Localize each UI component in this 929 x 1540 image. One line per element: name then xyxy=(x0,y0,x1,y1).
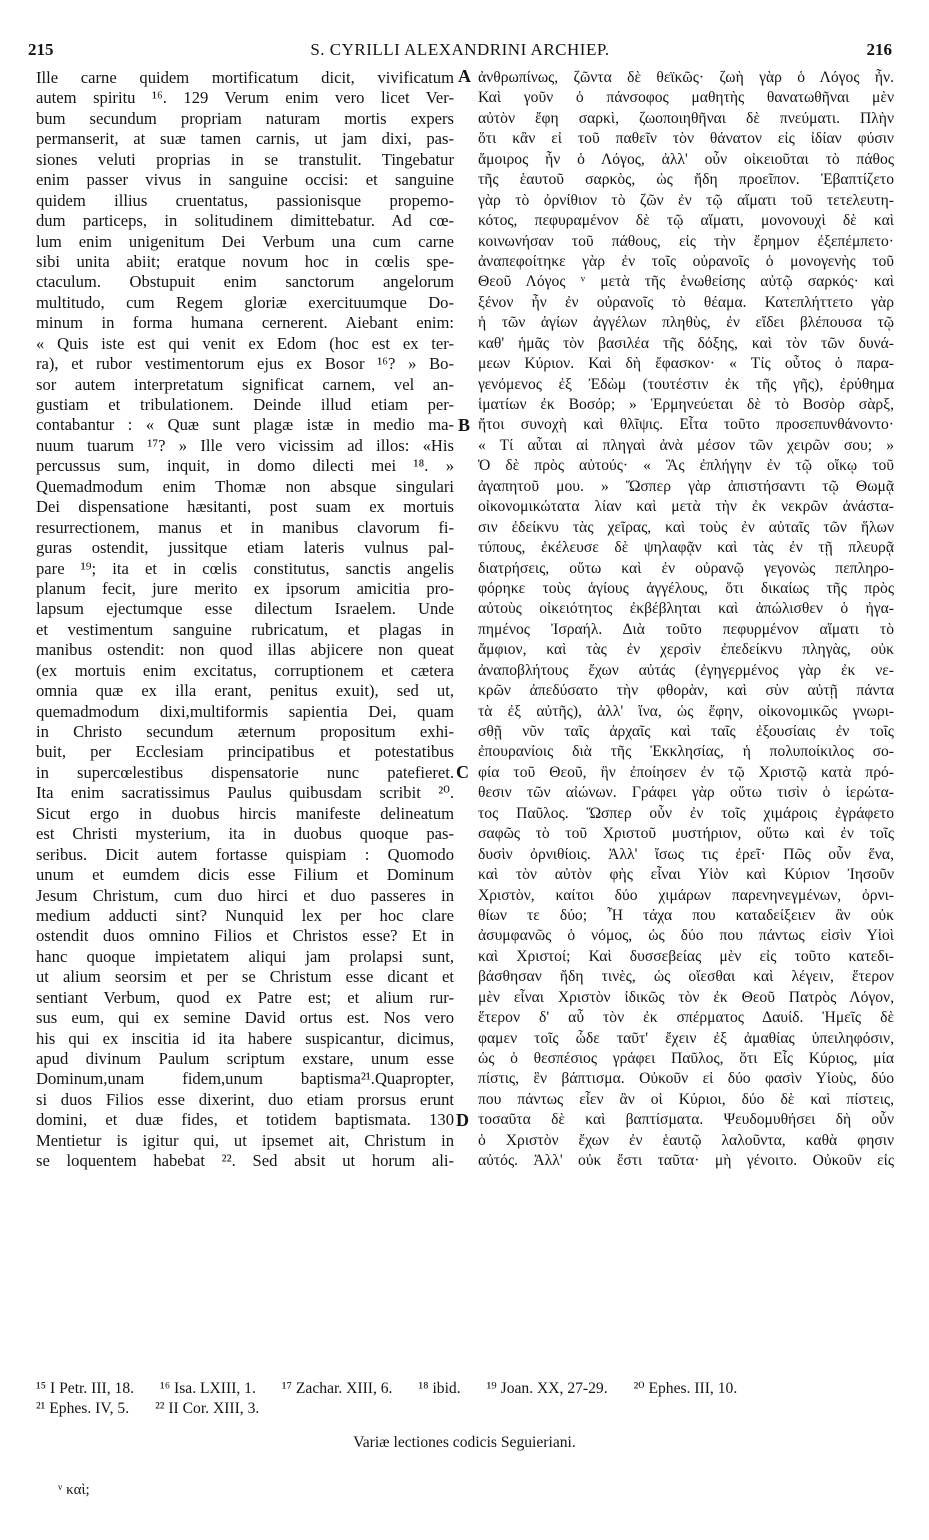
latin-text-line: percussus sum, inquit, in domo dilecti mei ¹⁸. » xyxy=(36,456,454,476)
latin-text-line: et vestimentum sanguine rubricatum, et plagas in xyxy=(36,619,454,639)
latin-text-line: Ille carne quidem mortificatum dicit, vivificatum xyxy=(36,68,454,87)
greek-text-line: ξένον ἦν ἐν οὐρανοῖς τὸ θέαμα. Κατεπλήττετο γὰρ xyxy=(478,293,894,311)
latin-text-line: contabantur : « Quæ sunt plagæ istæ in medio ma- xyxy=(36,415,454,435)
latin-text-line: dum particeps, in solitudinem dimittebatur. Ad cœ- xyxy=(36,211,454,231)
greek-text-line: ἀνθρωπίνως, ζῶντα δὲ θεϊκῶς· ζωὴ γὰρ ὁ Λόγος ἦν. xyxy=(478,69,894,86)
greek-text-line: μὲν εἶναι Χριστὸν ἰδικῶς τὸν ἐκ Θεοῦ Πατρὸς Λόγον, xyxy=(478,988,894,1006)
latin-text-line: « Quis iste est qui venit ex Edom (hoc est ex ter- xyxy=(36,333,454,353)
latin-text-line: medium adducti sint? Nunquid lex per hoc clare xyxy=(36,905,454,925)
greek-text-line: ἕτερον δ' αὖ τὸν ἐκ σπέρματος Δαυίδ. Ἡμεῖς δὲ xyxy=(478,1009,894,1027)
greek-text-line: ὁ Χριστὸν ἔχων ἐν ἑαυτῷ λαλοῦντα, καθὰ φησιν xyxy=(478,1131,894,1149)
greek-text-line: κοινωνήσαν τοῦ πάθους, εἰς τὴν ἔρημον ἐξεπέμπετο· xyxy=(478,232,894,250)
latin-column xyxy=(36,68,454,1172)
latin-text-line: bum secundum propriam naturam mortis expers xyxy=(36,108,454,128)
greek-text-line: Χριστὸν, καίτοι δύο χιμάρων παρενηνεγμένων, ὀρνι- xyxy=(478,886,894,904)
margin-letter-b: B xyxy=(458,415,471,435)
greek-text-line: ἀναπεφοίτηκε γὰρ ἐν τοῖς οὐρανοῖς ὁ μονογενὴς τοῦ xyxy=(478,252,894,270)
greek-text-line: ὅτι κἂν εἰ τοῦ παθεῖν τὸν θάνατον εἰς ἰδίαν φύσιν xyxy=(478,130,894,148)
latin-text-line: sor autem interpretatum significat carnem, vel an- xyxy=(36,374,454,394)
footnote-item: ²¹ Ephes. IV, 5. xyxy=(36,1400,130,1417)
latin-text-line: multitudo, cum Regem gloriæ exercituumque Do- xyxy=(36,292,454,312)
footnote-item: ¹⁶ Isa. LXIII, 1. xyxy=(160,1380,256,1397)
latin-text-line: autem spiritu ¹⁶. 129 Verum enim vero licet Ver- xyxy=(36,88,454,108)
latin-text-line: guras ostendit, jussitque etiam lateris vulnus pal- xyxy=(36,538,454,558)
greek-text-line: φία τοῦ Θεοῦ, ἣν ἐποίησεν ἐν τῷ Χριστῷ κατὰ πρό- xyxy=(478,763,894,781)
footnote-item: ¹⁵ I Petr. III, 18. xyxy=(36,1380,135,1397)
latin-text-line: manibus ostendit: non quod illas abjicere non queat xyxy=(36,640,454,660)
latin-text-line: pare ¹⁹; ita et in cœlis constitutus, sanctis angelis xyxy=(36,558,454,578)
greek-text-line: θίων τε δύο; Ἦ τάχα που καταδείξειεν ἂν οὐκ xyxy=(478,906,894,924)
greek-text-line: βάσθησαν ἤδη τινὲς, ὡς οἴεσθαι καὶ λέγειν, ἕτερον xyxy=(478,968,894,986)
footnote-item: ²⁰ Ephes. III, 10. xyxy=(633,1380,738,1397)
latin-text-line: in supercœlestibus dispensatorie nunc patefieret. xyxy=(36,762,454,782)
latin-text-line: nuum tuarum ¹⁷? » Ille vero vicissim ad illos: «His xyxy=(36,435,454,455)
greek-text-line: « Τί αὗται αἱ πληγαὶ ἀνὰ μέσον τῶν χειρῶν σου; » xyxy=(478,436,894,454)
greek-text-line: σθῇ νῦν ταῖς ἀρχαῖς καὶ ταῖς ἐξουσίαις ἐν τοῖς xyxy=(478,723,894,740)
footnote-item: ¹⁹ Joan. XX, 27-29. xyxy=(486,1380,608,1397)
latin-text-line: permanserit, at suæ tamen carnis, ut jam dixi, pas- xyxy=(36,129,454,149)
greek-text-line: ἀσυμφανῶς ὁ νόμος, ὡς δύο που πάντως εἰσὶν Υἱοὶ xyxy=(478,927,894,945)
greek-text-line: κότος, πεφυραμένον δὲ τῷ αἵματι, μονονουχὶ δὲ καὶ xyxy=(478,212,894,230)
greek-text-line: πίστις, ἓν βάπτισμα. Οὐκοῦν εἰ δύο φασὶν Υἱοὺς, δύο xyxy=(478,1070,894,1088)
greek-text-line: Θεοῦ Λόγος ᵛ μετὰ τῆς ἑνωθείσης αὐτῷ σαρκός· καὶ xyxy=(478,273,894,291)
greek-text-line: ἄμοιρος ἦν ὁ Λόγος, ἀλλ' οὖν οἰκειοῦται τὸ πάθος xyxy=(478,150,894,168)
latin-text-line: enim passer vivus in sanguine occisi: et sanguine xyxy=(36,170,454,190)
latin-text-line: Dominum,unam fidem,unum baptisma²¹.Quapropter, xyxy=(36,1069,454,1089)
greek-text-line: που πάντως εἶεν ἂν οἱ Κύριοι, δύο δὲ καὶ πίστεις, xyxy=(478,1090,894,1108)
latin-text-line: est Christi mysterium, ita in duobus quoque pas- xyxy=(36,824,454,844)
latin-text-line: omnia quæ ex illa erant, penitus exuit), sed ut, xyxy=(36,681,454,701)
greek-text-line: φόρηκε τοὺς ἁγίους ἀγγέλους, ὅτι δικαίως τῆς πρὸς xyxy=(478,579,894,597)
latin-text-line: lapsum ejectumque esse dilectum Israelem. Unde xyxy=(36,599,454,619)
greek-text-line: αὐτὸν ἔφη σαρκὶ, ζωοποιηθῆναι δὲ πνεύματι. Πλὴν xyxy=(478,109,894,127)
latin-text-line: ostendit duos omnino Filios et Christos esse? Et in xyxy=(36,926,454,946)
latin-text-line: si duos Filios esse dixerint, duo etiam prorsus erunt xyxy=(36,1089,454,1109)
greek-text-line: σιν ἐδείκνυ τὰς χεῖρας, καὶ τοὺς ἐν αὐταῖς τῶν ἥλων xyxy=(478,518,894,536)
variae-lectiones-title: Variæ lectiones codicis Seguieriani. xyxy=(353,1434,576,1451)
greek-text-line: αὐτοὺς οἰκειότητος ἐκβέβληται καὶ ἀπώλισθεν ὁ ἠγα- xyxy=(478,600,894,618)
latin-text-line: Sicut ergo in duobus hircis manifeste delineatum xyxy=(36,803,454,823)
latin-text-line: ctaculum. Obstupuit enim sanctorum angelorum xyxy=(36,272,454,292)
greek-text-line: τῆς ἑαυτοῦ σαρκὸς, ὡς ἤδη προεῖπον. Ἐβαπτίζετο xyxy=(478,171,894,189)
footnote-line xyxy=(36,1379,896,1399)
greek-text-line: τος Παῦλος. Ὥσπερ οὖν ἐν τοῖς χιμάροις ἐγράφετο xyxy=(478,804,894,822)
page-number-left: 215 xyxy=(28,40,54,59)
greek-text-line: γὰρ τὸ ὀρνίθιον τὸ ζῶν ἐν τῷ αἵματι τοῦ τετελευτη- xyxy=(478,191,894,209)
running-title: S. CYRILLI ALEXANDRINI ARCHIEP. xyxy=(310,40,610,59)
latin-text-line: lum enim unigenitum Dei Verbum una cum carne xyxy=(36,231,454,251)
greek-text-line: Καὶ γοῦν ὁ πάνσοφος μαθητὴς θανατωθῆναι μὲν xyxy=(478,89,894,107)
latin-text-line: sibi unita abiit; eratque novum hoc in cœlis spe- xyxy=(36,251,454,271)
margin-letter-c: C xyxy=(456,762,469,782)
greek-text-line: σαφῶς τὸ τοῦ Χριστοῦ μυστήριον, οὕτω καὶ ἐν τοῖς xyxy=(478,825,894,843)
latin-text-line: in Christo secundum æternum propositum exhi- xyxy=(36,722,454,741)
greek-text-line: ἀγαπητοῦ μου. » Ὥσπερ γὰρ ἀπιστήσαντι τῷ Θωμᾷ xyxy=(478,477,894,495)
footnote-line xyxy=(36,1399,896,1419)
latin-text-line: ra), et rubor vestimentorum ejus ex Bosor ¹⁶? » Bo- xyxy=(36,354,454,374)
footnote-item: ¹⁸ ibid. xyxy=(418,1380,461,1397)
latin-text-line: (ex mortuis enim excitatus, corruptionem et cætera xyxy=(36,660,454,680)
greek-text-line: ὡς ὁ θεσπέσιος γράφει Παῦλος, ὅτι Εἷς Κύριος, μία xyxy=(478,1050,894,1067)
greek-text-line: καθ' ἡμᾶς τὸν βασιλέα τῆς δόξης, καὶ τὸν τῶν δυνά- xyxy=(478,334,894,352)
greek-text-line: ἤτοι συνοχὴ καὶ θλῖψις. Εἶτα τοῦτο προσεπυνθάνοντο· xyxy=(478,416,894,434)
latin-text-line: se loquentem habebat ²². Sed absit ut horum ali- xyxy=(36,1151,454,1171)
greek-text-line: ἄμφιον, καὶ τὰς ἐν χερσὶν ἐπεδείκνυ πληγὰς, οὐκ xyxy=(478,641,894,659)
latin-text-line: domini, et duæ fides, et totidem baptismata. 130 xyxy=(36,1110,454,1130)
variant-reading: ᵛ καὶ; xyxy=(58,1482,90,1498)
greek-text-line: καὶ τὸν αὐτὸν φὴς εἶναι Υἱὸν καὶ Κύριον Ἰησοῦν xyxy=(478,866,894,884)
greek-text-line: διατρήσεις, οὕτω καὶ ἐν οὐρανῷ γεγονὼς πεπληρο- xyxy=(478,559,894,577)
latin-text-line: buit, per Ecclesiam principatibus et potestatibus xyxy=(36,742,454,762)
page-number-right: 216 xyxy=(866,40,892,59)
latin-text-line: Jesum Christum, cum duo hirci et duo passeres in xyxy=(36,885,454,905)
latin-text-line: gustiam et tribulationem. Deinde illud etiam per- xyxy=(36,395,454,414)
greek-text-line: φαμεν τοῖς ὧδε ταῦτ' ἔχειν ἐξ ἀμαθίας ὑπειληφόσιν, xyxy=(478,1029,894,1047)
latin-text-line: Dei dispensatione hæsitanti, post suam ex mortuis xyxy=(36,497,454,517)
latin-text-line: ut alium seorsim et per se Christum esse dicant et xyxy=(36,967,454,987)
greek-text-line: καὶ Χριστοί; Καὶ δυσσεβείας μὲν εἰς τοῦτο κατεδι- xyxy=(478,947,894,965)
greek-text-line: πημένος Ἰσραήλ. Διὰ τοῦτο πεφυρμένον αἵματι τὸ xyxy=(478,620,894,638)
latin-text-line: Quemadmodum enim Thomæ non absque singulari xyxy=(36,476,454,496)
greek-text-line: τύπους, ἐκέλευσε δὲ ψηλαφᾷν καὶ τὰς ἐν τῇ πλευρᾷ xyxy=(478,539,894,557)
footnotes xyxy=(36,1379,896,1419)
greek-text-line: οἰκονομικώτατα λίαν καὶ μετὰ τὴν ἐκ νεκρῶν ἀνάστα- xyxy=(478,498,894,516)
latin-text-line: hanc quoque impietatem aliqui jam prolapsi sunt, xyxy=(36,946,454,966)
greek-text-line: ἱματίων ἐκ Βοσόρ; » Ἑρμηνεύεται δὲ τὸ Βοσὸρ σὰρξ, xyxy=(478,396,894,413)
latin-text-line: sus eum, qui ex semine David ortus est. Nos vero xyxy=(36,1008,454,1028)
footnote-item: ¹⁷ Zachar. XIII, 6. xyxy=(281,1380,393,1397)
margin-letter-d: D xyxy=(456,1110,469,1130)
latin-text-line: resurrectionem, manus et in manibus clavorum fi- xyxy=(36,517,454,537)
latin-text-line: unum et eumdem dicis esse Filium et Dominum xyxy=(36,865,454,885)
greek-text-line: ἡ τῶν ἁγίων ἀγγέλων πληθὺς, ἐν εἴδει βλέπουσα τῷ xyxy=(478,314,894,332)
latin-text-line: his qui ex inscitia id ita habere suspicantur, dicimus, xyxy=(36,1028,454,1048)
footnote-item: ²² II Cor. XIII, 3. xyxy=(155,1400,260,1417)
greek-text-line: ἐπουρανίοις διὰ τῆς Ἐκκλησίας, ἡ πολυποίκιλος σο- xyxy=(478,743,894,761)
latin-text-line: Mentietur is igitur qui, ut ipsemet ait, Christum in xyxy=(36,1130,454,1150)
greek-text-line: τὰ ἐξ αὐτῆς), ἀλλ' ἵνα, ὡς ἔφην, οἰκονομικῶς γνωρι- xyxy=(478,702,894,720)
latin-text-line: seribus. Dicit autem fortasse quispiam : Quomodo xyxy=(36,844,454,864)
greek-text-line: θεσιν τῶν αἰώνων. Γράφει γὰρ οὕτω τισὶν ὁ ἱερώτα- xyxy=(478,784,894,802)
latin-text-line: quidem illius cruentatus, passionisque propemo- xyxy=(36,190,454,210)
latin-text-line: planum fecit, jure merito ex ipsorum amicitia pro- xyxy=(36,578,454,598)
margin-letter-a: A xyxy=(458,66,471,86)
latin-text-line: apud divinum Paulum scriptum exstare, unum esse xyxy=(36,1049,454,1068)
greek-text-line: αὐτός. Ἀλλ' οὐκ ἔστι ταῦτα· μὴ γένοιτο. Οὐκοῦν εἰς xyxy=(478,1152,894,1170)
latin-text-line: quemadmodum dixi,multiformis sapientia Dei, quam xyxy=(36,701,454,721)
latin-text-line: minum in forma humana cernerent. Aiebant enim: xyxy=(36,313,454,333)
greek-text-line: Ὁ δὲ πρὸς αὐτούς· « Ἃς ἐπλήγην ἐν τῷ οἴκῳ τοῦ xyxy=(478,457,894,475)
latin-text-line: Ita enim sacratissimus Paulus quibusdam scribit ²⁰. xyxy=(36,783,454,803)
greek-column xyxy=(478,68,894,1172)
greek-text-line: τοσαῦτα δὲ καὶ βαπτίσματα. Ψευδομυθήσει δὴ οὖν xyxy=(478,1111,894,1129)
greek-text-line: κρῶν ἀπεδύσατο τὴν φθορὰν, καὶ σὺν αὐτῇ πάντα xyxy=(478,682,894,700)
greek-text-line: δυσὶν ὀρνιθίοις. Ἀλλ' ἴσως τις ἐρεῖ· Πῶς οὖν ἕνα, xyxy=(478,845,894,863)
latin-text-line: siones veluti proprias in se transtulit. Tingebatur xyxy=(36,149,454,169)
greek-text-line: γενόμενος ἐξ Ἐδὼμ (τουτέστιν ἐκ τῆς γῆς), ἐρύθημα xyxy=(478,375,894,393)
page-header xyxy=(28,40,892,64)
greek-text-line: ἀναποβλήτους ἔχων αὐτάς (ἐγηγερμένος γὰρ ἐκ νε- xyxy=(478,661,894,679)
latin-text-line: sentiant Verbum, quod ex Patre est; et alium rur- xyxy=(36,987,454,1007)
greek-text-line: μεων Κύριον. Καὶ δὴ ἔφασκον· « Τίς οὗτος ὁ παρα- xyxy=(478,355,894,373)
